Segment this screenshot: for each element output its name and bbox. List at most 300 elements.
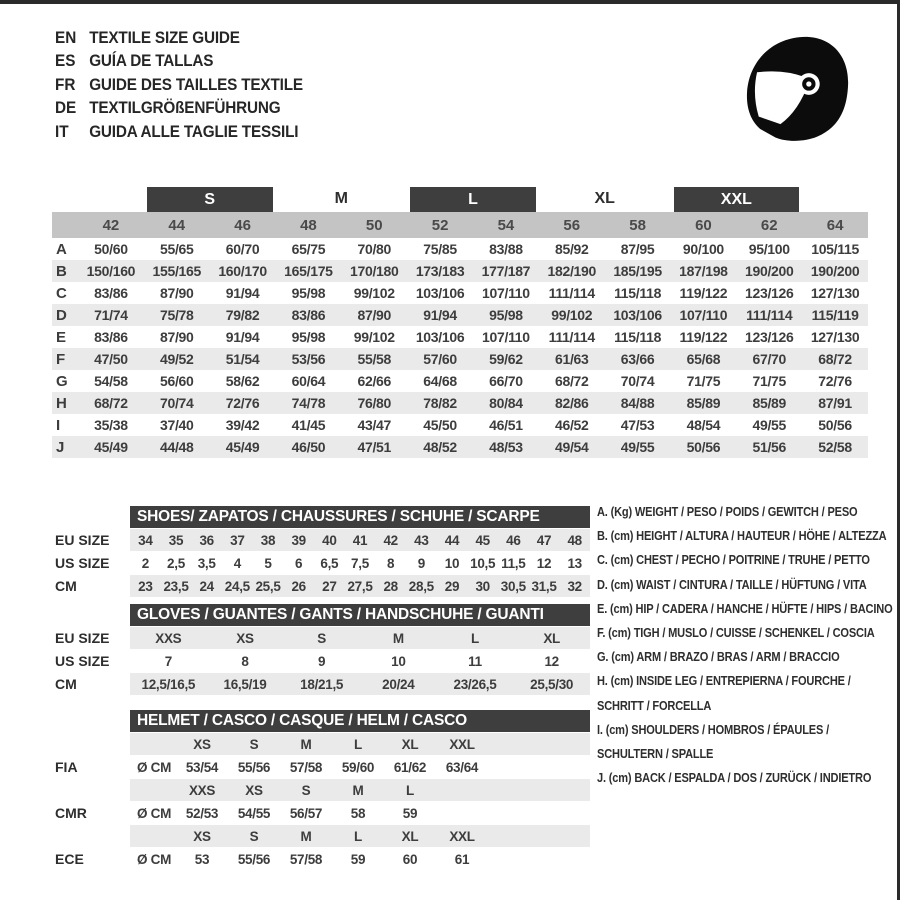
measure-row-a <box>52 238 868 260</box>
language-row-fr <box>55 73 303 97</box>
measure-value: 50/56 <box>686 439 721 455</box>
measure-value: 75/78 <box>159 307 194 323</box>
measure-value: 182/190 <box>547 263 596 279</box>
helmet-size-labels <box>130 733 590 755</box>
shoes-value: 2 <box>141 555 149 571</box>
language-code: ES <box>55 51 76 71</box>
helmet-value: 60 <box>402 851 418 867</box>
measure-value: 115/118 <box>614 329 662 345</box>
language-title: GUÍA DE TALLAS <box>89 51 214 71</box>
measure-value: 80/84 <box>489 395 523 411</box>
measure-value: 47/53 <box>620 417 655 433</box>
size-group-l: L <box>410 187 536 212</box>
measure-value: 51/56 <box>752 439 787 455</box>
measure-value: 173/183 <box>415 263 465 279</box>
measure-value: 79/82 <box>225 307 260 323</box>
legend-item-b: B. (cm) HEIGHT / ALTURA / HAUTEUR / HÖHE / ALTEZZA <box>597 528 887 544</box>
measure-value: 58/62 <box>225 373 260 389</box>
measure-value: 39/42 <box>225 417 260 433</box>
gloves-value: 18/21,5 <box>300 676 344 692</box>
measure-value: 87/91 <box>818 395 852 411</box>
measure-value: 55/58 <box>357 351 392 367</box>
shoes-row-cm <box>52 575 590 597</box>
measure-value: 95/98 <box>291 329 326 345</box>
measure-letter: A <box>56 240 67 258</box>
measure-letter: E <box>56 328 67 346</box>
measure-value: 107/110 <box>482 285 530 301</box>
helmet-values <box>130 802 590 824</box>
gloves-row-eu-size <box>52 627 590 649</box>
measure-value: 187/198 <box>679 263 728 279</box>
measure-value: 111/114 <box>548 285 595 301</box>
helmet-value: 61 <box>454 851 470 867</box>
helmet-value: 55/56 <box>237 851 271 867</box>
measure-row-h <box>52 392 868 414</box>
helmet-diameter-prefix: Ø CM <box>137 805 172 821</box>
shoes-value: 6 <box>295 555 303 571</box>
measure-value: 87/90 <box>159 285 194 301</box>
language-code: FR <box>55 74 76 94</box>
size-column-52: 52 <box>431 216 449 234</box>
size-column-56: 56 <box>563 216 581 234</box>
shoes-row-label: CM <box>55 578 77 594</box>
shoes-value: 9 <box>417 555 425 571</box>
measure-value: 67/70 <box>752 351 787 367</box>
measure-value: 83/86 <box>291 307 326 323</box>
helmet-size-row-cmr <box>52 779 590 801</box>
shoes-value: 5 <box>264 555 272 571</box>
helmet-size-label: S <box>249 736 259 752</box>
gloves-row-us-size <box>52 650 590 672</box>
language-row-de <box>55 97 303 121</box>
helmet-value: 59/60 <box>341 759 375 775</box>
size-column-54: 54 <box>497 216 515 234</box>
helmet-size-label: XL <box>401 736 419 752</box>
shoes-value: 30 <box>475 578 490 594</box>
measure-value: 85/89 <box>752 395 787 411</box>
helmet-value: 59 <box>402 805 418 821</box>
shoes-value: 7,5 <box>351 555 369 571</box>
language-title: GUIDE DES TAILLES TEXTILE <box>89 74 303 94</box>
measure-value: 49/52 <box>159 351 194 367</box>
helmet-diameter-prefix: Ø CM <box>137 759 172 775</box>
shoes-rows <box>52 529 590 597</box>
measure-value: 35/38 <box>94 417 128 433</box>
helmet-rows <box>52 733 590 870</box>
gloves-value: S <box>317 630 327 646</box>
helmet-size-label: M <box>352 782 364 798</box>
measure-value: 99/102 <box>353 329 395 345</box>
language-row-en <box>55 26 303 50</box>
helmet-size-row-spacer <box>52 733 130 755</box>
helmet-title: HELMET / CASCO / CASQUE / HELM / CASCO <box>130 710 590 732</box>
measure-value: 85/92 <box>554 241 589 257</box>
legend-item-a: A. (Kg) WEIGHT / PESO / POIDS / GEWITCH / PESO <box>597 504 858 519</box>
measure-value: 55/65 <box>159 241 194 257</box>
measure-value: 119/122 <box>679 285 728 301</box>
measure-value: 68/72 <box>818 351 852 367</box>
measure-value: 46/50 <box>291 439 326 455</box>
measure-value: 47/51 <box>357 439 392 455</box>
measure-value: 91/94 <box>225 285 260 301</box>
measure-value: 85/89 <box>686 395 721 411</box>
measure-value: 111/114 <box>746 307 793 323</box>
measure-value: 50/56 <box>818 417 852 433</box>
shoes-value: 28,5 <box>408 578 434 594</box>
measure-value: 48/52 <box>423 439 457 455</box>
shoes-value: 10,5 <box>470 555 496 571</box>
measure-value: 46/51 <box>489 417 523 433</box>
size-group-header-row <box>52 186 868 212</box>
legend-item-g: G. (cm) ARM / BRAZO / BRAS / ARM / BRACCIO <box>597 649 840 665</box>
measure-value: 65/68 <box>686 351 721 367</box>
measure-value: 87/90 <box>159 329 194 345</box>
language-title: GUIDA ALLE TAGLIE TESSILI <box>89 121 299 141</box>
shoes-value: 27 <box>322 578 337 594</box>
measure-value: 95/98 <box>291 285 326 301</box>
helmet-size-label: S <box>249 828 259 844</box>
racing-helmet-icon-svg <box>732 22 874 156</box>
gloves-row-values <box>130 627 590 649</box>
gloves-value: 20/24 <box>382 676 415 692</box>
measure-value: 48/54 <box>686 417 721 433</box>
helmet-size-label: XL <box>401 828 419 844</box>
shoes-value: 40 <box>322 532 337 548</box>
gloves-row-label: EU SIZE <box>55 630 110 646</box>
measure-value: 49/54 <box>554 439 589 455</box>
measure-value: 52/58 <box>818 439 852 455</box>
measure-value: 111/114 <box>548 329 595 345</box>
helmet-size-row-fia <box>52 733 590 755</box>
gloves-value: 9 <box>318 653 326 669</box>
size-column-62: 62 <box>760 216 778 234</box>
measure-value: 47/50 <box>94 351 128 367</box>
measure-value: 76/80 <box>357 395 392 411</box>
shoes-value: 4 <box>233 555 241 571</box>
measure-value: 185/195 <box>613 263 662 279</box>
measure-value: 56/60 <box>159 373 194 389</box>
measure-value: 177/187 <box>481 263 531 279</box>
helmet-value: 58 <box>350 805 366 821</box>
measure-value: 103/106 <box>613 307 662 323</box>
helmet-size-label: XS <box>193 828 211 844</box>
shoes-value: 32 <box>567 578 582 594</box>
gloves-row-values <box>130 673 590 695</box>
helmet-size-label: XXS <box>188 782 216 798</box>
shoes-row-values <box>130 529 590 551</box>
helmet-size-label: XXL <box>449 736 475 752</box>
legend-item-i: I. (cm) SHOULDERS / HOMBROS / ÉPAULES / SCHULTERN / SPALLE <box>597 721 829 762</box>
measure-value: 70/74 <box>620 373 655 389</box>
measure-value: 41/45 <box>291 417 326 433</box>
shoes-value: 44 <box>444 532 460 548</box>
helmet-value: 61/62 <box>393 759 427 775</box>
helmet-standard-label: ECE <box>55 851 84 867</box>
measure-row-b <box>52 260 868 282</box>
measure-value: 83/88 <box>489 241 523 257</box>
shoes-value: 6,5 <box>320 555 339 571</box>
top-border <box>0 0 900 4</box>
helmet-value: 56/57 <box>289 805 323 821</box>
measure-value: 83/86 <box>94 285 128 301</box>
gloves-value: 16,5/19 <box>223 676 267 692</box>
helmet-size-label: M <box>300 828 312 844</box>
measure-value: 107/110 <box>679 307 728 323</box>
measure-value: 51/54 <box>225 351 260 367</box>
shoes-value: 10 <box>444 555 460 571</box>
measure-value: 75/85 <box>423 241 457 257</box>
measure-letter: G <box>56 372 68 390</box>
shoes-value: 26 <box>291 578 306 594</box>
measure-value: 49/55 <box>752 417 787 433</box>
measure-value: 150/160 <box>86 263 136 279</box>
helmet-size-row-spacer <box>52 825 130 847</box>
gloves-title-spacer <box>52 604 130 626</box>
gloves-value: 10 <box>391 653 406 669</box>
measure-value: 190/200 <box>744 263 794 279</box>
helmet-size-row-spacer <box>52 779 130 801</box>
language-row-it <box>55 120 303 144</box>
measure-value: 71/74 <box>94 307 128 323</box>
measure-value: 155/165 <box>152 263 201 279</box>
shoes-value: 43 <box>414 532 429 548</box>
measure-value: 74/78 <box>291 395 326 411</box>
measure-value: 170/180 <box>349 263 399 279</box>
language-code: IT <box>55 121 69 141</box>
language-code: DE <box>55 98 77 118</box>
measure-value: 103/106 <box>415 329 465 345</box>
helmet-value: 52/53 <box>185 805 219 821</box>
shoes-value: 41 <box>352 532 368 548</box>
measure-value: 190/200 <box>810 263 860 279</box>
size-group-s: S <box>147 187 273 212</box>
shoes-value: 38 <box>260 532 276 548</box>
helmet-value-row-fia <box>52 756 590 778</box>
gloves-value: 8 <box>241 653 249 669</box>
measure-value: 91/94 <box>225 329 260 345</box>
shoes-row-label: US SIZE <box>55 555 110 571</box>
gloves-rows <box>52 627 590 695</box>
size-column-46: 46 <box>234 216 251 234</box>
gloves-value: XS <box>236 630 254 646</box>
shoes-value: 23 <box>138 578 153 594</box>
helmet-standard-label: FIA <box>55 759 78 775</box>
measure-value: 91/94 <box>423 307 457 323</box>
helmet-value: 53/54 <box>185 759 219 775</box>
size-column-50: 50 <box>365 216 383 234</box>
helmet-size-labels <box>130 825 590 847</box>
measure-value: 57/60 <box>423 351 457 367</box>
helmet-value: 54/55 <box>237 805 271 821</box>
legend-item-c: C. (cm) CHEST / PECHO / POITRINE / TRUHE / PETTO <box>597 552 870 568</box>
measure-letter: I <box>56 416 61 434</box>
language-code: EN <box>55 27 77 47</box>
helmet-values <box>130 756 590 778</box>
measure-letter: H <box>56 394 67 412</box>
language-title: TEXTILE SIZE GUIDE <box>89 27 240 47</box>
measure-value: 115/119 <box>811 307 859 323</box>
helmet-value: 59 <box>350 851 366 867</box>
gloves-value: 23/26,5 <box>453 676 497 692</box>
measure-value: 45/50 <box>423 417 457 433</box>
measure-value: 87/90 <box>357 307 392 323</box>
shoes-value: 12 <box>536 555 552 571</box>
measure-value: 45/49 <box>225 439 260 455</box>
measure-value: 45/49 <box>94 439 128 455</box>
measure-letter: F <box>56 350 66 368</box>
shoes-row-us-size <box>52 552 590 574</box>
helmet-size-label: S <box>301 782 311 798</box>
shoes-value: 39 <box>291 532 306 548</box>
measure-value: 37/40 <box>159 417 194 433</box>
measure-value: 68/72 <box>554 373 589 389</box>
shoes-value: 23,5 <box>163 578 189 594</box>
shoes-row-values <box>130 575 590 597</box>
main-size-table <box>52 186 868 458</box>
measure-value: 95/100 <box>748 241 790 257</box>
shoes-value: 31,5 <box>531 578 557 594</box>
shoes-value: 30,5 <box>500 578 526 594</box>
measure-value: 71/75 <box>686 373 721 389</box>
measure-letter: B <box>56 262 67 280</box>
size-column-60: 60 <box>695 216 712 234</box>
shoes-value: 2,5 <box>167 555 185 571</box>
helmet-size-label: L <box>354 736 362 752</box>
measure-value: 90/100 <box>682 241 724 257</box>
size-column-64: 64 <box>826 216 844 234</box>
numeric-size-row <box>52 212 868 238</box>
shoes-row-values <box>130 552 590 574</box>
language-row-es <box>55 50 303 74</box>
measure-value: 50/60 <box>94 241 128 257</box>
measure-value: 119/122 <box>679 329 728 345</box>
size-column-42: 42 <box>102 216 120 234</box>
racing-helmet-icon <box>732 22 874 156</box>
measure-value: 107/110 <box>482 329 530 345</box>
measure-value: 165/175 <box>284 263 333 279</box>
measure-value: 115/118 <box>614 285 662 301</box>
legend-item-h: H. (cm) INSIDE LEG / ENTREPIERNA / FOURCHE / SCHRITT / FORCELLA <box>597 673 851 713</box>
shoes-row-label: EU SIZE <box>55 532 110 548</box>
size-group-xl: XL <box>594 190 615 207</box>
measure-value: 43/47 <box>357 417 392 433</box>
gloves-row-cm <box>52 673 590 695</box>
measure-value: 72/76 <box>225 395 260 411</box>
gloves-row-label: CM <box>55 676 77 692</box>
legend-item-j: J. (cm) BACK / ESPALDA / DOS / ZURÜCK / INDIETRO <box>597 770 872 786</box>
shoes-value: 25,5 <box>255 578 281 594</box>
helmet-value: 55/56 <box>237 759 271 775</box>
measure-value: 99/102 <box>353 285 395 301</box>
shoes-value: 45 <box>475 532 490 548</box>
measurement-legend <box>597 500 893 790</box>
shoes-value: 47 <box>536 532 552 548</box>
helmet-size-label: L <box>406 782 414 798</box>
measure-value: 83/86 <box>94 329 128 345</box>
measure-value: 61/63 <box>554 351 589 367</box>
helmet-value-row-cmr <box>52 802 590 824</box>
shoes-value: 37 <box>230 532 245 548</box>
helmet-value: 57/58 <box>289 759 323 775</box>
helmet-diameter-prefix: Ø CM <box>137 851 172 867</box>
measure-value: 63/66 <box>620 351 655 367</box>
measure-letter: C <box>56 284 67 302</box>
gloves-value: XL <box>543 630 560 646</box>
measure-value: 44/48 <box>159 439 194 455</box>
shoes-value: 8 <box>387 555 395 571</box>
gloves-value: L <box>471 630 479 646</box>
shoes-value: 48 <box>567 532 582 548</box>
shoes-title-spacer <box>52 506 130 528</box>
helmet-size-label: XS <box>245 782 263 798</box>
measure-row-j <box>52 436 868 458</box>
size-column-58: 58 <box>629 216 646 234</box>
measure-row-i <box>52 414 868 436</box>
size-column-48: 48 <box>300 216 317 234</box>
gloves-value: 11 <box>468 653 482 669</box>
helmet-size-label: M <box>300 736 312 752</box>
gloves-value: 7 <box>164 653 172 669</box>
measure-value: 127/130 <box>810 329 860 345</box>
gloves-row-label: US SIZE <box>55 653 110 669</box>
measure-value: 48/53 <box>489 439 523 455</box>
gloves-value: M <box>392 630 404 646</box>
measure-row-f <box>52 348 868 370</box>
helmet-values <box>130 848 590 870</box>
measure-value: 87/95 <box>620 241 655 257</box>
title-language-list <box>55 26 303 144</box>
shoes-value: 36 <box>199 532 214 548</box>
shoes-value: 35 <box>168 532 184 548</box>
helmet-value: 63/64 <box>445 759 479 775</box>
helmet-section <box>52 710 590 871</box>
helmet-size-label: XXL <box>449 828 475 844</box>
measure-value: 127/130 <box>810 285 860 301</box>
shoes-value: 13 <box>567 555 582 571</box>
measure-value: 70/80 <box>357 241 392 257</box>
measure-value: 64/68 <box>423 373 457 389</box>
gloves-value: 25,5/30 <box>530 676 574 692</box>
gloves-value: 12,5/16,5 <box>141 676 196 692</box>
legend-item-f: F. (cm) TIGH / MUSLO / CUISSE / SCHENKEL / COSCIA <box>597 625 875 641</box>
size-group-xxl: XXL <box>674 187 800 212</box>
shoes-value: 3,5 <box>197 555 216 571</box>
measure-letter: J <box>56 438 65 456</box>
measure-row-e <box>52 326 868 348</box>
shoes-value: 28 <box>383 578 398 594</box>
measure-row-c <box>52 282 868 304</box>
helmet-value: 57/58 <box>289 851 323 867</box>
helmet-standard-label: CMR <box>55 805 87 821</box>
measure-value: 78/82 <box>423 395 457 411</box>
measure-value: 103/106 <box>415 285 465 301</box>
measure-value: 123/126 <box>744 329 794 345</box>
shoes-row-eu-size <box>52 529 590 551</box>
gloves-title: GLOVES / GUANTES / GANTS / HANDSCHUHE / GUANTI <box>130 604 590 626</box>
shoes-title: SHOES/ ZAPATOS / CHAUSSURES / SCHUHE / SCARPE <box>130 506 590 528</box>
measure-letter: D <box>56 306 67 324</box>
measure-value: 59/62 <box>489 351 523 367</box>
measure-value: 72/76 <box>818 373 852 389</box>
measure-value: 99/102 <box>551 307 593 323</box>
shoes-value: 24 <box>199 578 214 594</box>
measure-value: 53/56 <box>291 351 326 367</box>
shoes-value: 11,5 <box>501 555 526 571</box>
measure-value: 84/88 <box>620 395 655 411</box>
legend-item-d: D. (cm) WAIST / CINTURA / TAILLE / HÜFTUNG / VITA <box>597 576 867 592</box>
measure-value: 71/75 <box>752 373 787 389</box>
measure-value: 70/74 <box>159 395 194 411</box>
